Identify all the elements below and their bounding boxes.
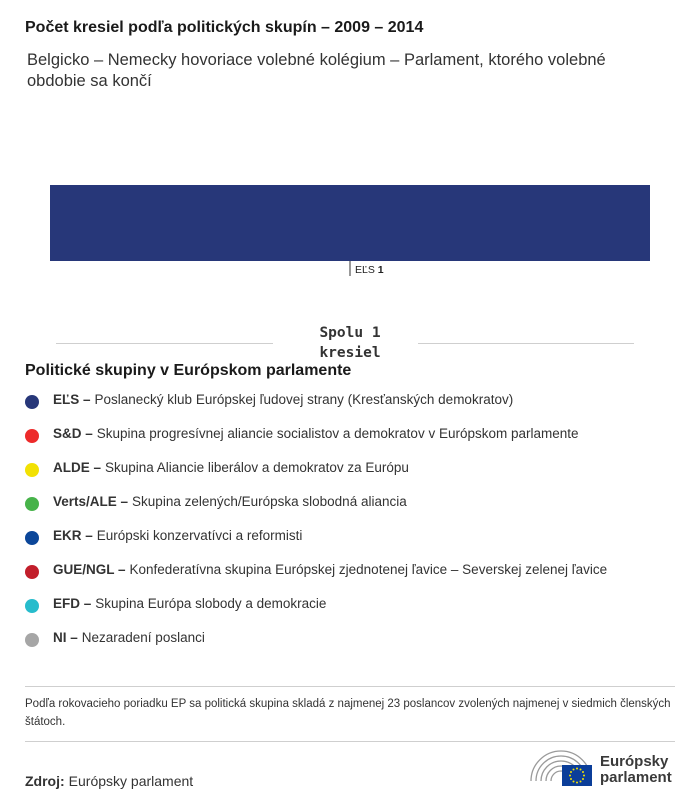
source xyxy=(25,773,193,789)
chart-title: Počet kresiel podľa politických skupín – 2009 – 2014 xyxy=(25,19,424,36)
european-parliament-logo xyxy=(529,747,679,789)
legend-description: Skupina Európa slobody a demokracie xyxy=(95,596,327,611)
legend-text xyxy=(53,596,326,611)
total-divider-right xyxy=(418,343,634,344)
legend-dot-icon xyxy=(25,531,39,545)
source-value: Európsky parlament xyxy=(68,773,194,789)
seat-bar-chart xyxy=(0,170,700,285)
legend-item xyxy=(25,528,607,562)
legend-abbr: GUE/NGL – xyxy=(53,562,126,577)
legend-description: Konfederatívna skupina Európskej zjednotenej ľavice – Severskej zelenej ľavice xyxy=(129,562,608,577)
legend-text xyxy=(53,460,409,475)
logo-line1: Európsky xyxy=(600,753,669,770)
legend-text xyxy=(53,494,407,509)
legend-text xyxy=(53,630,205,645)
total-label: Spolu 1 kresiel xyxy=(319,325,381,361)
total-divider-left xyxy=(56,343,273,344)
legend-item xyxy=(25,630,607,664)
legend-dot-icon xyxy=(25,463,39,477)
legend-item xyxy=(25,596,607,630)
legend-description: Poslanecký klub Európskej ľudovej strany (Kresťanských demokratov) xyxy=(94,392,514,407)
legend-abbr: EKR – xyxy=(53,528,93,543)
legend-text xyxy=(53,562,607,577)
legend-dot-icon xyxy=(25,429,39,443)
legend-abbr: NI – xyxy=(53,630,78,645)
legend-list xyxy=(25,392,607,664)
legend-abbr: EFD – xyxy=(53,596,92,611)
legend-description: Nezaradení poslanci xyxy=(81,630,205,645)
footnote: Podľa rokovacieho poriadku EP sa politická skupina skladá z najmenej 23 poslancov zvolených najmenej v siedmich členských štátoch. xyxy=(25,686,675,742)
legend-text xyxy=(53,392,513,407)
legend-item xyxy=(25,494,607,528)
legend-description: Skupina Aliancie liberálov a demokratov za Európu xyxy=(105,460,409,475)
legend-title: Politické skupiny v Európskom parlamente xyxy=(25,362,352,379)
legend-item xyxy=(25,460,607,494)
legend-item xyxy=(25,426,607,460)
legend-dot-icon xyxy=(25,565,39,579)
logo-line2: parlament xyxy=(600,769,672,786)
legend-abbr: Verts/ALE – xyxy=(53,494,129,509)
legend-description: Skupina zelených/Európska slobodná aliancia xyxy=(132,494,407,509)
source-label: Zdroj: xyxy=(25,773,65,789)
legend-description: Európski konzervatívci a reformisti xyxy=(96,528,303,543)
legend-dot-icon xyxy=(25,497,39,511)
legend-abbr: ALDE – xyxy=(53,460,102,475)
legend-text xyxy=(53,426,579,441)
parliament-hemicycle-icon xyxy=(529,747,593,789)
legend-abbr: S&D – xyxy=(53,426,93,441)
legend-text xyxy=(53,528,302,543)
legend-dot-icon xyxy=(25,633,39,647)
legend-dot-icon xyxy=(25,395,39,409)
legend-item xyxy=(25,562,607,596)
logo-text xyxy=(600,754,672,786)
chart-subtitle: Belgicko – Nemecky hovoriace volebné kolégium – Parlament, ktorého volebné obdobie sa končí xyxy=(27,51,606,90)
legend-item xyxy=(25,392,607,426)
legend-abbr: EĽS – xyxy=(53,392,91,407)
legend-dot-icon xyxy=(25,599,39,613)
segment-label: EĽS 1 xyxy=(355,264,384,276)
bar-segment xyxy=(50,185,650,261)
legend-description: Skupina progresívnej aliancie socialistov a demokratov v Európskom parlamente xyxy=(96,426,579,441)
